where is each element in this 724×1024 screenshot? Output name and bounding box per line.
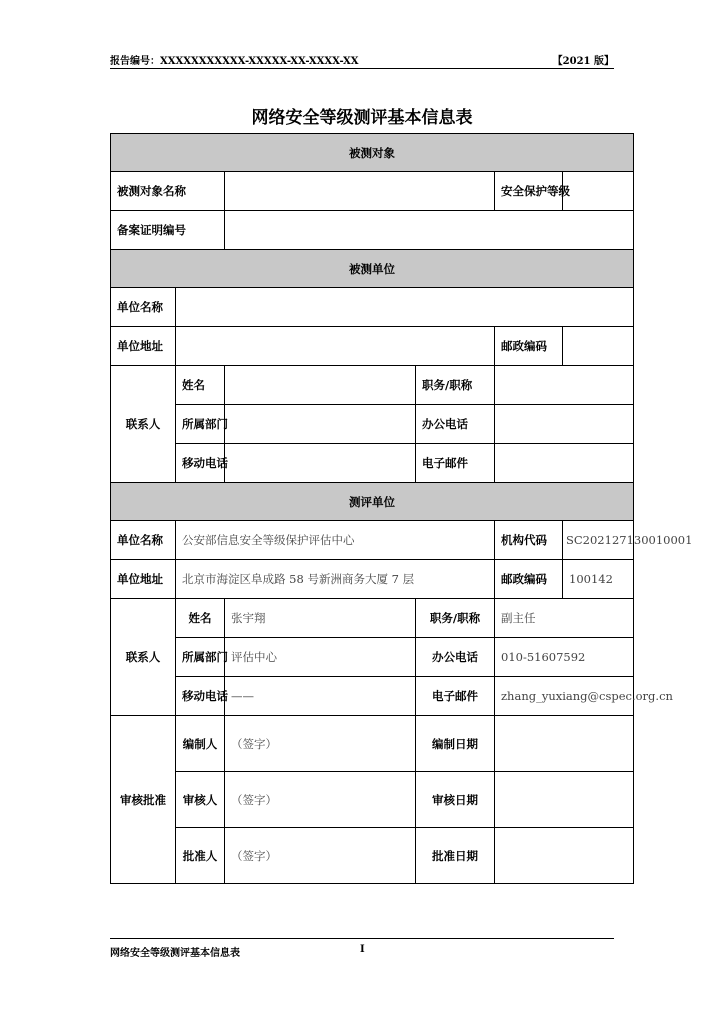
table-row <box>111 172 634 211</box>
report-number: 报告编号：XXXXXXXXXXX-XXXXX-XX-XXXX-XX <box>110 56 359 67</box>
tested-unit-postcode-label: 邮政编码 <box>495 327 563 366</box>
eval-email-label: 电子邮件 <box>416 677 495 716</box>
tested-person-label: 姓名 <box>176 366 225 405</box>
org-code-value: SC202127130010001 <box>563 521 634 560</box>
eval-title-label: 职务/职称 <box>416 599 495 638</box>
table-row <box>111 366 634 405</box>
compile-date-label: 编制日期 <box>416 716 495 772</box>
review-date-value[interactable] <box>495 772 634 828</box>
eval-person-label: 姓名 <box>176 599 225 638</box>
table-row <box>111 288 634 327</box>
tested-mobile-label: 移动电话 <box>176 444 225 483</box>
tested-unit-name-value[interactable] <box>176 288 634 327</box>
table-row <box>111 677 634 716</box>
table-row <box>111 772 634 828</box>
table-row <box>111 521 634 560</box>
table-row <box>111 327 634 366</box>
section-target <box>111 134 634 172</box>
tested-office-phone-value[interactable] <box>495 405 634 444</box>
eval-office-phone-value: 010-51607592 <box>495 638 634 677</box>
eval-unit-postcode-value: 100142 <box>563 560 634 599</box>
tested-email-value[interactable] <box>495 444 634 483</box>
section-tested-unit <box>111 250 634 288</box>
eval-dept-label: 所属部门 <box>176 638 225 677</box>
eval-unit-address-label: 单位地址 <box>111 560 176 599</box>
section-tested-unit-title: 被测单位 <box>111 250 634 288</box>
tested-dept-value[interactable] <box>225 405 416 444</box>
eval-unit-name-value: 公安部信息安全等级保护评估中心 <box>176 521 495 560</box>
eval-mobile-value: —— <box>225 677 416 716</box>
table-row <box>111 828 634 884</box>
approval-label: 审核批准 <box>111 716 176 884</box>
footer-title: 网络安全等级测评基本信息表 <box>110 948 240 959</box>
page-footer <box>110 938 614 961</box>
eval-person-value: 张宇翔 <box>225 599 416 638</box>
protection-level-label: 安全保护等级 <box>495 172 563 211</box>
eval-unit-address-value: 北京市海淀区阜成路 58 号新洲商务大厦 7 层 <box>176 560 495 599</box>
eval-email-value: zhang_yuxiang@cspec.org.cn <box>495 677 634 716</box>
table-row <box>111 405 634 444</box>
review-date-label: 审核日期 <box>416 772 495 828</box>
tested-unit-address-label: 单位地址 <box>111 327 176 366</box>
page-header <box>110 50 614 69</box>
tested-title-value[interactable] <box>495 366 634 405</box>
info-table <box>110 133 693 884</box>
target-name-label: 被测对象名称 <box>111 172 225 211</box>
tested-title-label: 职务/职称 <box>416 366 495 405</box>
compiler-signature[interactable]: （签字） <box>225 716 416 772</box>
approve-date-label: 批准日期 <box>416 828 495 884</box>
tested-unit-postcode-value[interactable] <box>563 327 634 366</box>
table-row <box>111 211 634 250</box>
reviewer-label: 审核人 <box>176 772 225 828</box>
tested-person-value[interactable] <box>225 366 416 405</box>
table-row <box>111 599 634 638</box>
edition-label: 【2021 版】 <box>552 56 614 67</box>
eval-unit-postcode-label: 邮政编码 <box>495 560 563 599</box>
tested-dept-label: 所属部门 <box>176 405 225 444</box>
page-title: 网络安全等级测评基本信息表 <box>251 108 473 128</box>
tested-office-phone-label: 办公电话 <box>416 405 495 444</box>
eval-mobile-label: 移动电话 <box>176 677 225 716</box>
reviewer-signature[interactable]: （签字） <box>225 772 416 828</box>
tested-unit-name-label: 单位名称 <box>111 288 176 327</box>
compile-date-value[interactable] <box>495 716 634 772</box>
org-code-label: 机构代码 <box>495 521 563 560</box>
tested-email-label: 电子邮件 <box>416 444 495 483</box>
eval-unit-name-label: 单位名称 <box>111 521 176 560</box>
tested-mobile-value[interactable] <box>225 444 416 483</box>
eval-contact-label: 联系人 <box>111 599 176 716</box>
eval-title-value: 副主任 <box>495 599 634 638</box>
tested-unit-address-value[interactable] <box>176 327 495 366</box>
record-number-value[interactable] <box>225 211 634 250</box>
target-name-value[interactable] <box>225 172 495 211</box>
eval-office-phone-label: 办公电话 <box>416 638 495 677</box>
approver-signature[interactable]: （签字） <box>225 828 416 884</box>
table-row <box>111 638 634 677</box>
table-row <box>111 560 634 599</box>
section-eval-unit <box>111 483 634 521</box>
section-target-title: 被测对象 <box>111 134 634 172</box>
record-number-label: 备案证明编号 <box>111 211 225 250</box>
approve-date-value[interactable] <box>495 828 634 884</box>
table-row <box>111 444 634 483</box>
tested-contact-label: 联系人 <box>111 366 176 483</box>
eval-dept-value: 评估中心 <box>225 638 416 677</box>
section-eval-unit-title: 测评单位 <box>111 483 634 521</box>
compiler-label: 编制人 <box>176 716 225 772</box>
table-row <box>111 716 634 772</box>
page-number: I <box>360 944 365 955</box>
protection-level-value[interactable] <box>563 172 634 211</box>
approver-label: 批准人 <box>176 828 225 884</box>
